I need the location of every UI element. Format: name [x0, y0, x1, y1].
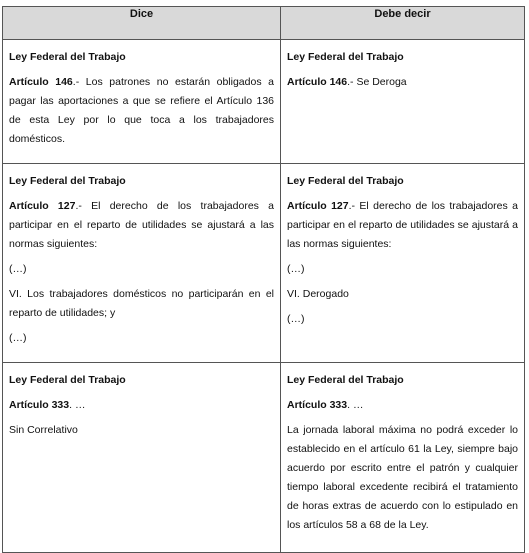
ellipsis: (…): [287, 313, 305, 325]
article-number: Artículo 127: [9, 200, 76, 212]
cell-debe-decir: [281, 363, 525, 553]
article-text: . …: [347, 399, 364, 411]
header-dice: Dice: [3, 7, 281, 40]
law-title: Ley Federal del Trabajo: [9, 374, 126, 386]
cell-dice: [3, 363, 281, 553]
article-paragraph: [287, 396, 518, 415]
article-paragraph: [287, 73, 518, 92]
note-text: La jornada laboral máxima no podrá exceder lo establecido en el artículo 61 la Ley, siempre bajo acuerdo por escrito entre el patrón y cualquier tiempo laboral excedente recibirá el tratamiento de horas extras de acuerdo con lo estipulado en los artículos 58 a 68 de la Ley.: [287, 424, 518, 531]
law-title: Ley Federal del Trabajo: [9, 175, 126, 187]
cell-dice: [3, 40, 281, 164]
ellipsis: (…): [9, 263, 27, 275]
article-text: .- El derecho de los trabajadores a participar en el reparto de utilidades se ajustará a las normas siguientes:: [9, 200, 274, 250]
header-row: [3, 7, 525, 40]
law-title: Ley Federal del Trabajo: [9, 51, 126, 63]
law-title: Ley Federal del Trabajo: [287, 374, 404, 386]
article-number: Artículo 146: [9, 76, 73, 88]
article-text: . …: [69, 399, 86, 411]
header-debe-decir: Debe decir: [281, 7, 525, 40]
comparison-table: [2, 6, 525, 553]
article-number: Artículo 127: [287, 200, 349, 212]
article-text: .- Se Deroga: [347, 76, 407, 88]
table-row: [3, 40, 525, 164]
fraction-vi: VI. Los trabajadores domésticos no participarán en el reparto de utilidades; y: [9, 288, 274, 319]
law-title: Ley Federal del Trabajo: [287, 175, 404, 187]
ellipsis: (…): [287, 263, 305, 275]
ellipsis: (…): [9, 332, 27, 344]
article-text: .- Los patrones no estarán obligados a pagar las aportaciones a que se refiere el Artículo 136 de esta Ley por lo que toca a los trabajadores domésticos.: [9, 76, 275, 145]
article-text: .- El derecho de los trabajadores a participar en el reparto de utilidades se ajustará a las normas siguientes:: [287, 200, 518, 250]
article-number: Artículo 333: [287, 399, 348, 411]
fraction-vi: VI. Derogado: [287, 288, 349, 300]
article-paragraph: [287, 197, 518, 254]
table-row: [3, 363, 525, 553]
law-title: Ley Federal del Trabajo: [287, 51, 404, 63]
article-paragraph: [9, 73, 274, 149]
article-number: Artículo 146: [287, 76, 348, 88]
cell-dice: [3, 164, 281, 363]
note-text: Sin Correlativo: [9, 424, 78, 436]
article-paragraph: [9, 197, 274, 254]
cell-debe-decir: [281, 40, 525, 164]
article-number: Artículo 333: [9, 399, 70, 411]
article-paragraph: [9, 396, 274, 415]
cell-debe-decir: [281, 164, 525, 363]
table-row: [3, 164, 525, 363]
